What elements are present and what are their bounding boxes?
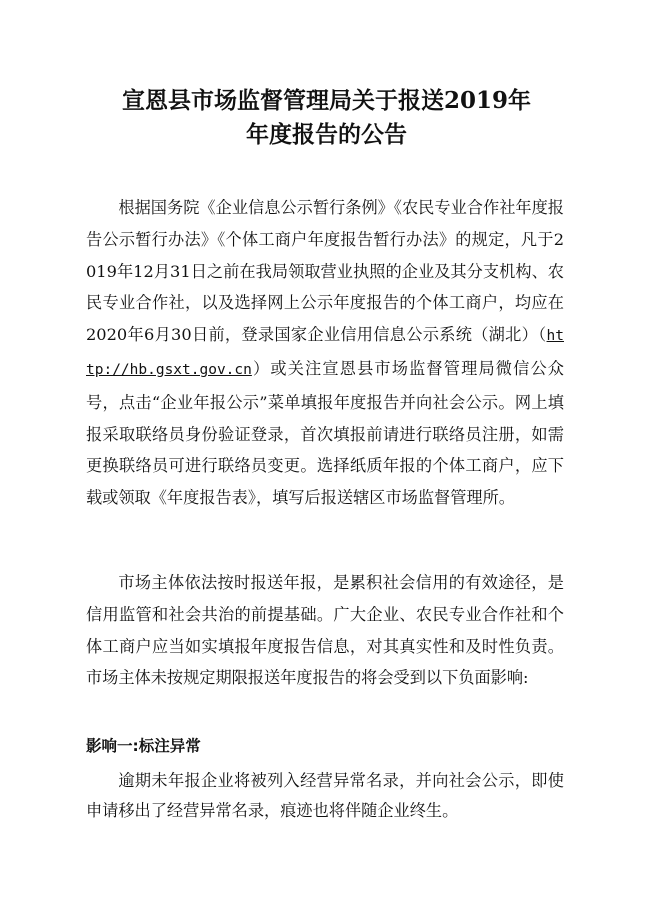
title-line-1: 宣恩县市场监督管理局关于报送2019年 — [121, 87, 531, 114]
paragraph-1-text-b: ）或关注宣恩县市场监督管理局微信公众号，点击“企业年报公示”菜单填报年度报告并向社会公示。网上填报采取联络员身份验证登录，首次填报前请进行联络员注册，如需更换联络员可进行联络员变更。选择纸质年报的个体工商户，应下载或领取《年度报告表》，填写后报送辖区市场监督管理所。 — [86, 358, 564, 508]
paragraph-1-text-a: 根据国务院《企业信息公示暂行条例》《农民专业合作社年度报告公示暂行办法》《个体工商户年度报告暂行办法》的规定，凡于2019年12月31日之前在我局领取营业执照的企业及其分支机构、农民专业合作社，以及选择网上公示年度报告的个体工商户，均应在2020年6月30日前，登录国家企业信用信息公示系统（湖北）（ — [86, 198, 564, 345]
paragraph-3: 逾期未年报企业将被列入经营异常名录，并向社会公示，即使申请移出了经营异常名录，痕迹也将伴随企业终生。 — [86, 771, 564, 820]
title-line-2: 年度报告的公告 — [246, 121, 407, 148]
gsxt-link[interactable]: http://hb.gsxt.gov.cn — [86, 328, 564, 378]
subheading-impact-1: 影响一:标注异常 — [86, 737, 201, 755]
paragraph-1 — [86, 192, 564, 514]
paragraph-2: 市场主体依法按时报送年报，是累积社会信用的有效途径，是信用监管和社会共治的前提基础。广大企业、农民专业合作社和个体工商户应当如实填报年度报告信息，对其真实性和及时性负责。市场主体未按规定期限报送年度报告的将会受到以下负面影响: — [86, 573, 564, 688]
